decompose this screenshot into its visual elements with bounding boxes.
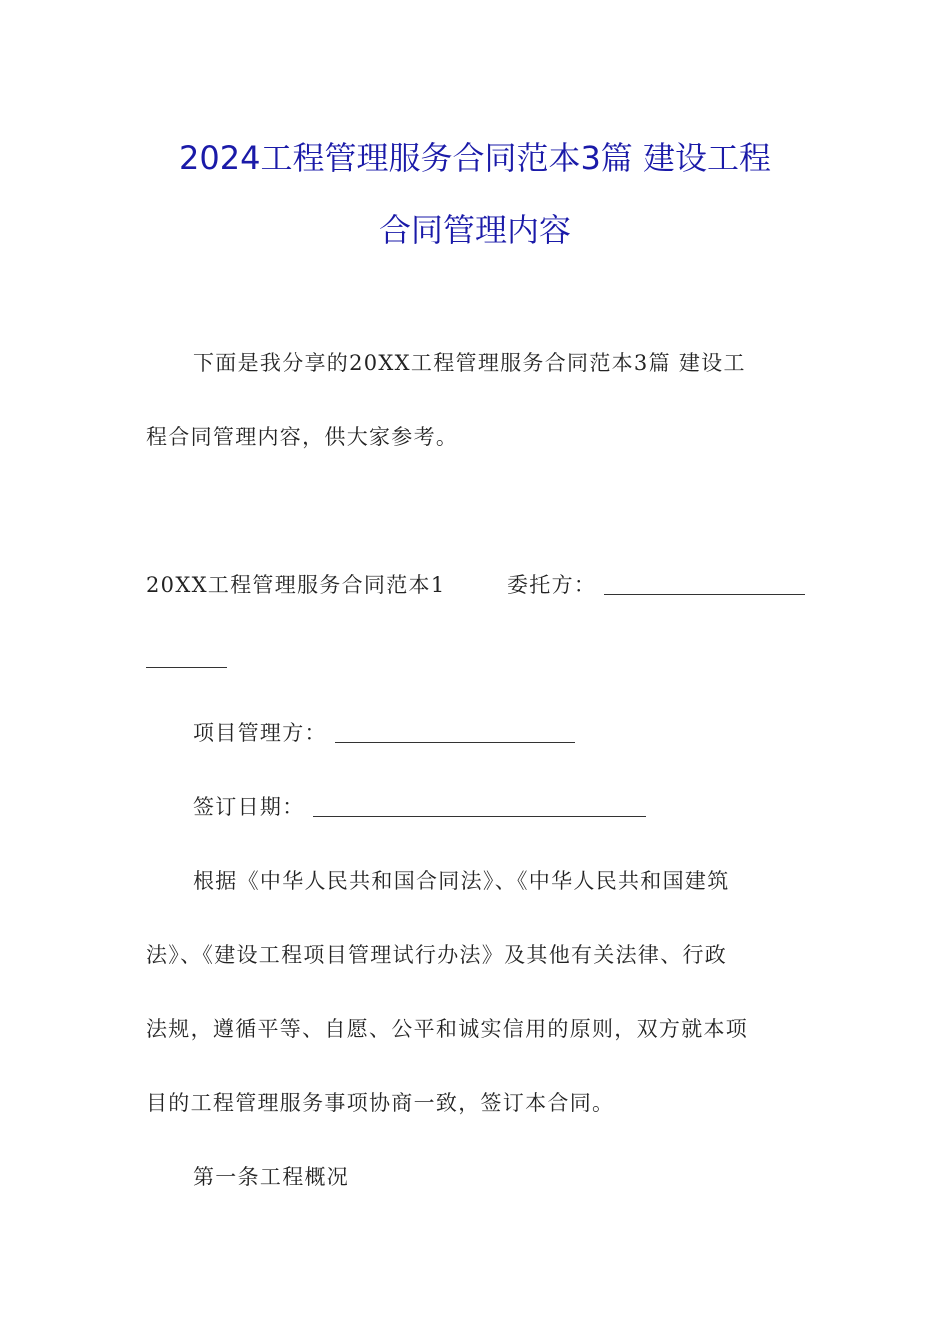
document-title-line-1: 2024工程管理服务合同范本3篇 建设工程	[179, 139, 771, 177]
client-blank-line	[604, 594, 805, 595]
document-title-line-2: 合同管理内容	[378, 211, 571, 249]
client-label: 委托方：	[507, 573, 597, 597]
sign-date-label: 签订日期：	[193, 795, 305, 819]
manager-blank-line	[335, 742, 575, 743]
section-heading: 20XX工程管理服务合同范本1	[146, 573, 446, 597]
sign-date-blank-line	[313, 816, 646, 817]
basis-line-3: 法规，遵循平等、自愿、公平和诚实信用的原则，双方就本项	[146, 1017, 749, 1041]
article-1-heading: 第一条工程概况	[193, 1165, 350, 1189]
basis-line-2: 法》、《建设工程项目管理试行办法》及其他有关法律、行政	[146, 943, 728, 967]
basis-line-1: 根据《中华人民共和国合同法》、《中华人民共和国建筑	[193, 869, 730, 893]
intro-line-2: 程合同管理内容，供大家参考。	[146, 425, 459, 449]
basis-line-4: 目的工程管理服务事项协商一致，签订本合同。	[146, 1091, 615, 1115]
client-blank-line-continued	[146, 667, 227, 668]
intro-line-1: 下面是我分享的20XX工程管理服务合同范本3篇 建设工	[193, 351, 746, 375]
manager-label: 项目管理方：	[193, 721, 327, 745]
